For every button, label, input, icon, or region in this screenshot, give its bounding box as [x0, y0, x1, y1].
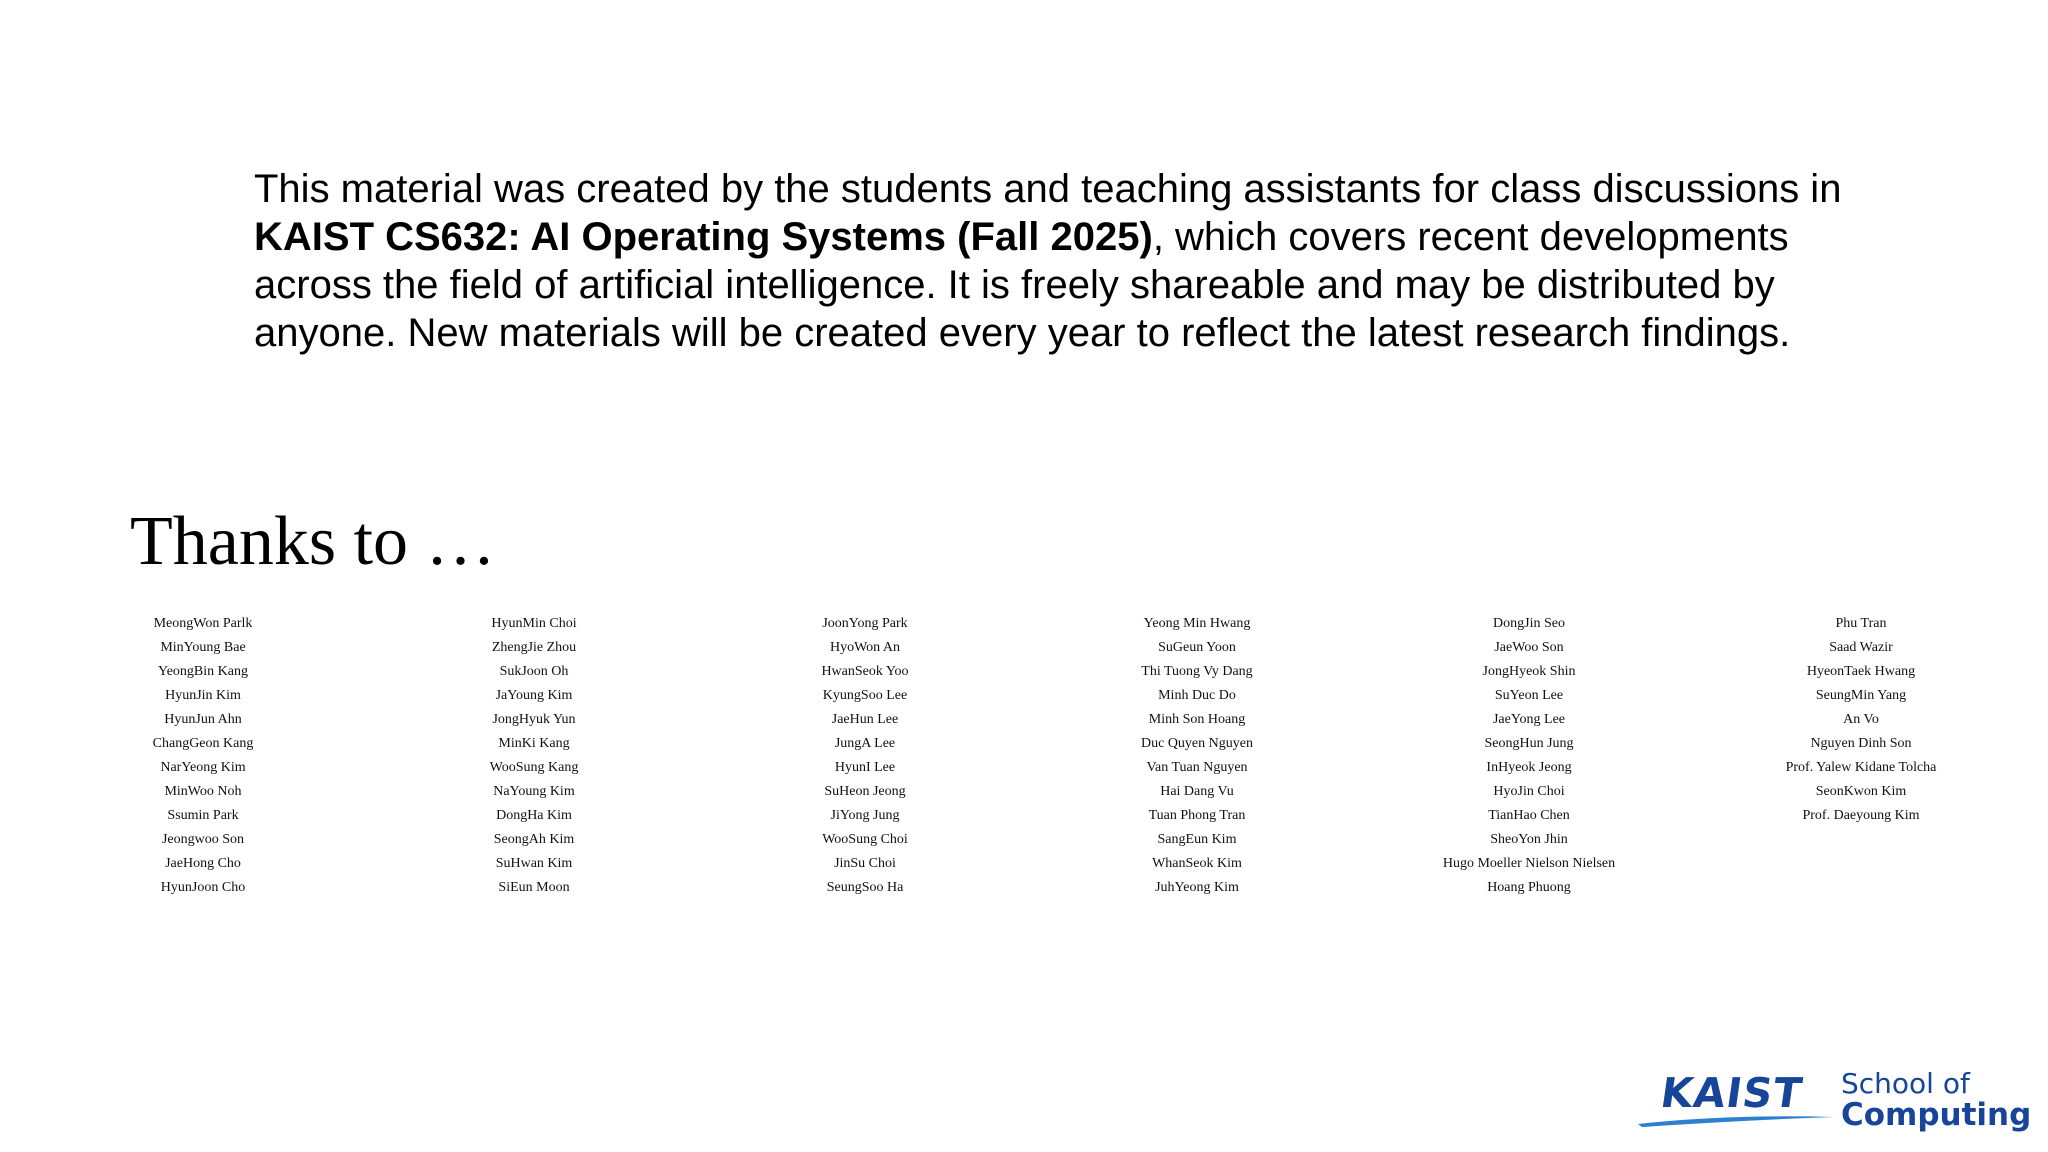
contributor-name: JaeYong Lee [1492, 712, 1566, 727]
contributor-name: JaeWoo Son [1494, 640, 1564, 655]
contributor-name: JaYoung Kim [495, 688, 573, 703]
contributor-name: JaeHun Lee [831, 712, 899, 727]
contributor-name: JungA Lee [834, 736, 896, 751]
contributor-name: YeongBin Kang [158, 664, 248, 679]
contributor-name: HyunJin Kim [165, 688, 241, 703]
contributor-name: HyunMin Choi [491, 616, 577, 631]
contributor-name: SuHeon Jeong [824, 784, 906, 799]
contributors-column-3 [700, 612, 1030, 900]
contributor-name: SeungMin Yang [1815, 688, 1907, 703]
contributor-name: HyunJun Ahn [164, 712, 242, 727]
contributor-name: Yeong Min Hwang [1143, 616, 1251, 631]
contributor-name: Tuan Phong Tran [1148, 808, 1246, 823]
contributor-name: HwanSeok Yoo [821, 664, 909, 679]
contributor-name: HyunJoon Cho [160, 880, 246, 895]
contributor-name: SiEun Moon [498, 880, 570, 895]
contributor-name: NarYeong Kim [160, 760, 246, 775]
contributor-name: JongHyuk Yun [492, 712, 576, 727]
contributor-name: NaYoung Kim [493, 784, 575, 799]
contributor-name: Minh Son Hoang [1148, 712, 1246, 727]
contributor-name: HyunI Lee [834, 760, 896, 775]
contributor-name: JongHyeok Shin [1482, 664, 1576, 679]
contributor-name: ZhengJie Zhou [491, 640, 577, 655]
contributor-name: MinWoo Noh [164, 784, 242, 799]
contributor-name: SheoYon Jhin [1490, 832, 1568, 847]
contributor-name: SangEun Kim [1157, 832, 1237, 847]
logo-computing-text: Computing [1841, 1097, 2032, 1133]
contributor-name: Thi Tuong Vy Dang [1141, 664, 1253, 679]
contributor-name: Prof. Daeyoung Kim [1802, 808, 1920, 823]
contributor-name: Saad Wazir [1829, 640, 1893, 655]
contributor-name: JiYong Jung [830, 808, 900, 823]
contributors-column-5 [1364, 612, 1694, 900]
contributor-name: MinKi Kang [498, 736, 570, 751]
contributor-name: Prof. Yalew Kidane Tolcha [1785, 760, 1937, 775]
contributor-name: HyoWon An [829, 640, 901, 655]
intro-paragraph [254, 165, 1854, 357]
contributors-column-6 [1696, 612, 2026, 828]
contributor-name: Hai Dang Vu [1160, 784, 1234, 799]
contributor-name: SuYeon Lee [1494, 688, 1564, 703]
contributor-name: Nguyen Dinh Son [1810, 736, 1912, 751]
contributor-name: SeonKwon Kim [1815, 784, 1907, 799]
thanks-heading: Thanks to … [130, 503, 496, 580]
course-title: KAIST CS632: AI Operating Systems (Fall 2025) [254, 215, 1153, 259]
contributor-name: Phu Tran [1835, 616, 1887, 631]
contributors-column-4 [1032, 612, 1362, 900]
contributors-grid [0, 612, 2048, 912]
contributor-name: Hugo Moeller Nielson Nielsen [1442, 856, 1616, 871]
contributor-name: HyeonTaek Hwang [1806, 664, 1916, 679]
intro-text-part2: , which covers recent developments across the field of artificial intelligence. It is freely shareable and may be distributed by anyone. New materials will be created every year to reflect the latest research findings. [254, 215, 1791, 355]
contributor-name: KyungSoo Lee [822, 688, 908, 703]
contributor-name: Minh Duc Do [1158, 688, 1236, 703]
contributor-name: ChangGeon Kang [152, 736, 254, 751]
logo-swoosh-icon [1636, 1112, 1836, 1128]
contributor-name: InHyeok Jeong [1486, 760, 1572, 775]
contributor-name: Jeongwoo Son [161, 832, 245, 847]
contributor-name: WooSung Kang [489, 760, 579, 775]
contributor-name: Ssumin Park [167, 808, 239, 823]
contributor-name: SukJoon Oh [499, 664, 569, 679]
contributor-name: HyoJin Choi [1493, 784, 1565, 799]
contributor-name: Van Tuan Nguyen [1146, 760, 1248, 775]
contributor-name: Duc Quyen Nguyen [1141, 736, 1253, 751]
contributor-name: An Vo [1843, 712, 1879, 727]
contributor-name: SeungSoo Ha [826, 880, 904, 895]
contributor-name: TianHao Chen [1488, 808, 1570, 823]
contributor-name: SuHwan Kim [495, 856, 573, 871]
contributor-name: MinYoung Bae [160, 640, 246, 655]
intro-text-part1: This material was created by the students and teaching assistants for class discussions in [254, 167, 1842, 211]
contributor-name: JuhYeong Kim [1155, 880, 1239, 895]
kaist-school-of-computing-logo [1636, 1067, 2032, 1134]
contributor-name: WooSung Choi [822, 832, 908, 847]
contributor-name: JinSu Choi [834, 856, 896, 871]
contributors-column-1 [38, 612, 368, 900]
contributor-name: SuGeun Yoon [1158, 640, 1236, 655]
contributor-name: SeongHun Jung [1484, 736, 1574, 751]
contributor-name: DongHa Kim [496, 808, 572, 823]
contributors-column-2 [369, 612, 699, 900]
contributor-name: DongJin Seo [1493, 616, 1565, 631]
contributor-name: MeongWon Parlk [153, 616, 253, 631]
logo-school-of-text: School of [1841, 1067, 1970, 1100]
contributor-name: Hoang Phuong [1487, 880, 1571, 895]
kaist-wordmark: KAIST [1657, 1069, 1806, 1117]
contributor-name: WhanSeok Kim [1152, 856, 1242, 871]
contributor-name: JoonYong Park [822, 616, 908, 631]
contributor-name: SeongAh Kim [493, 832, 575, 847]
contributor-name: JaeHong Cho [165, 856, 241, 871]
